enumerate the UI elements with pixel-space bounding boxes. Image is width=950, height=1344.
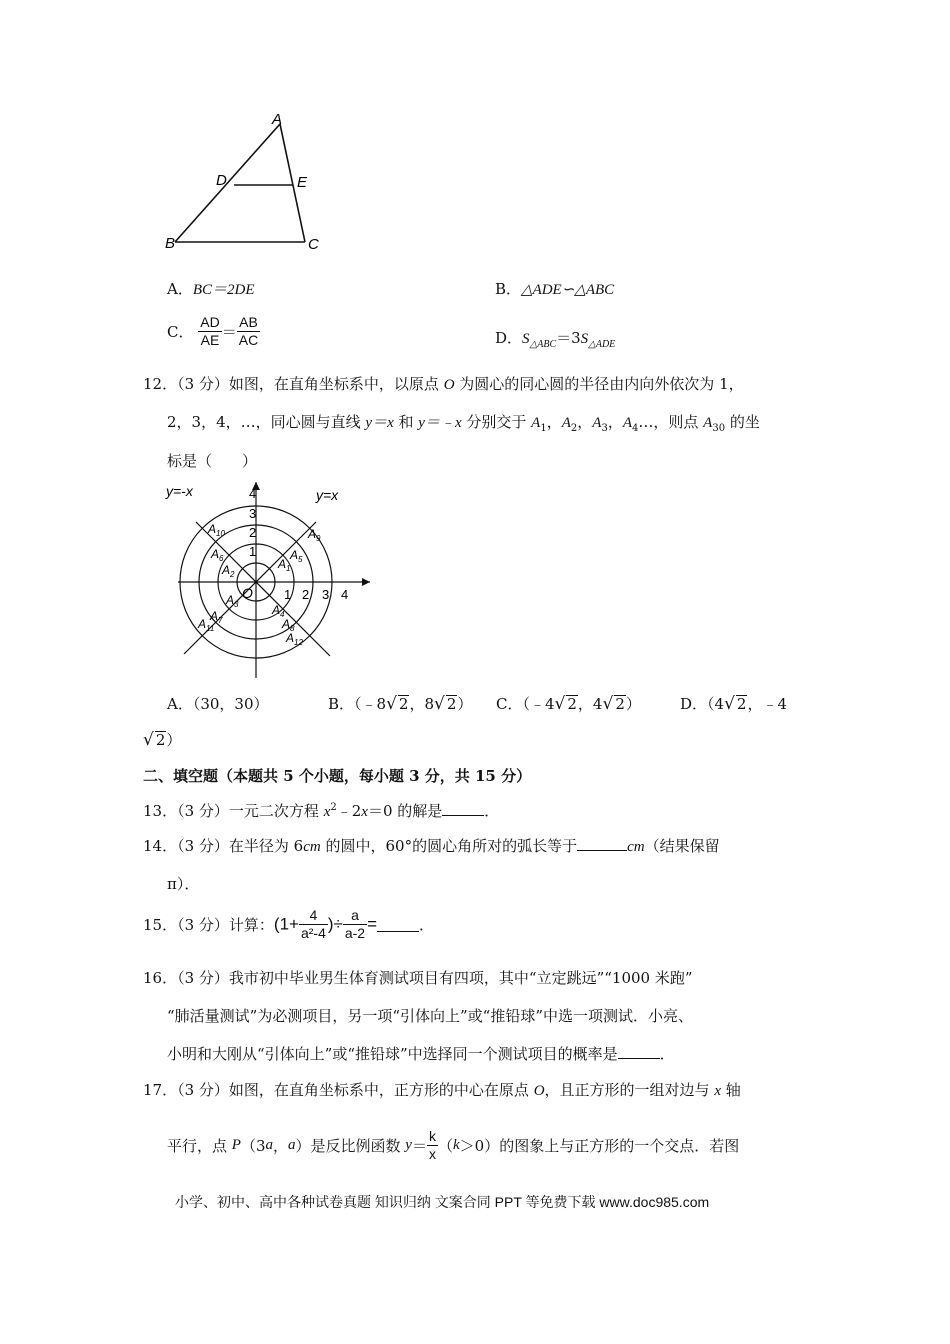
point-a11: $A_{11}$ — [198, 617, 215, 633]
tick-y-4: 4 — [249, 486, 257, 501]
q14-line1: 14．（3 分）在半径为 6cm 的圆中，60°的圆心角所对的弧长等于 cm（结果保留 — [143, 837, 720, 855]
q14-line2: π）． — [167, 875, 200, 893]
q16-line1: 16．（3 分）我市初中毕业男生体育测试项目有四项，其中“立定跳远”“1000 米跑” — [143, 969, 693, 987]
point-a6: $A_6$ — [211, 547, 224, 563]
fraction-k-over-x: $\frac{k}{x}$ — [428, 1128, 436, 1162]
q11-option-b: B．△ADE∽△ABC — [495, 280, 615, 298]
tick-x-3: 3 — [322, 587, 330, 602]
q12-line2: 2，3，4，…，同心圆与直线 y＝x 和 y＝﹣x 分别交于 $A_1$，$A_2$，$A_3$，$A_4\dots$，则点 $A_{30}$ 的坐 — [167, 413, 760, 434]
vertex-b-label: B — [165, 235, 176, 252]
tick-x-1: 1 — [284, 587, 292, 602]
q11-option-d: D．$S_{\triangle ABC}=3S_{\triangle ADE}$ — [495, 329, 616, 350]
q12-option-d-wrap: √ 2） — [143, 730, 182, 750]
tick-y-2: 2 — [249, 525, 257, 540]
q15: 15．（3 分）计算：(1+ $\frac{4}{\text{a²-4}}$ )÷ $\frac{a}{a-2}$ = ． — [143, 907, 435, 941]
q12-option-d: D．（4√ 2，﹣4 — [680, 694, 788, 714]
q12-line1: 12．（3 分）如图，在直角坐标系中，以原点 O 为圆心的同心圆的半径由内向外依次为 1， — [143, 375, 744, 393]
concentric-circles-figure — [160, 478, 380, 678]
q17-line1: 17．（3 分）如图，在直角坐标系中，正方形的中心在原点 O，且正方形的一组对边与 x 轴 — [143, 1081, 741, 1099]
vertex-a-label: A — [272, 111, 283, 128]
label-y-x: y=x — [316, 487, 339, 503]
point-a10: $A_{10}$ — [208, 522, 225, 538]
fraction-a-over-a-2: $\frac{a}{a-2}$ — [344, 907, 366, 941]
q16-line3: 小明和大刚从“引体向上”或“推铅球”中选择同一个测试项目的概率是 ． — [167, 1045, 675, 1063]
point-a3: $A_3$ — [226, 593, 239, 609]
answer-blank — [377, 917, 419, 932]
point-a12: $A_{12}$ — [286, 631, 303, 647]
q11-option-a: A．BC＝2DE — [167, 280, 255, 298]
fraction-4-over-a2-4: $\frac{4}{\text{a²-4}}$ — [300, 907, 326, 941]
vertex-e-label: E — [297, 174, 308, 191]
q12-option-a: A．（30，30） — [167, 695, 269, 713]
point-a4: $A_4$ — [272, 603, 285, 619]
point-a1: $A_1$ — [278, 557, 291, 573]
vertex-d-label: D — [216, 172, 227, 189]
q17-line2: 平行，点 P（3a，a）是反比例函数 y＝ $\frac{k}{x}$ （k＞0）的图象上与正方形的一个交点．若图 — [167, 1128, 740, 1162]
tick-y-1: 1 — [249, 544, 257, 559]
vertex-c-label: C — [308, 236, 319, 253]
q12-option-c: C．（﹣4√ 2，4√ 2） — [496, 694, 641, 714]
section-heading: 二、填空题（本题共 5 个小题，每小题 3 分，共 15 分） — [143, 767, 532, 785]
fraction-ad-ae: $\frac{AD}{AE}$ — [200, 314, 220, 348]
answer-blank — [442, 801, 484, 816]
q12-option-b: B．（﹣8√ 2，8√ 2） — [328, 694, 473, 714]
q12-line3: 标是（ ） — [167, 452, 258, 470]
page-footer: 小学、初中、高中各种试卷真题 知识归纳 文案合同 PPT 等免费下载 www.doc985.com — [175, 1194, 710, 1210]
label-y-neg-x: y=-x — [166, 483, 193, 499]
q16-line2: “肺活量测试”为必测项目，另一项“引体向上”或“推铅球”中选一项测试．小亮、 — [167, 1007, 694, 1025]
q11-option-c: C． $\frac{AD}{AE}$ ＝ $\frac{AB}{AC}$ — [167, 314, 259, 348]
triangle-figure — [160, 108, 340, 256]
point-a8: $A_8$ — [282, 617, 295, 633]
q13: 13．（3 分）一元二次方程 $x^2﹣2x=0$ 的解是 ． — [143, 802, 500, 820]
answer-blank — [577, 836, 627, 851]
answer-blank — [618, 1044, 660, 1059]
point-a2: $A_2$ — [222, 563, 235, 579]
point-a5: $A_5$ — [290, 548, 303, 564]
origin-label: O — [242, 585, 253, 601]
point-a9: $A_9$ — [308, 527, 321, 543]
tick-x-2: 2 — [302, 587, 310, 602]
point-a7: $A_7$ — [210, 609, 223, 625]
fraction-ab-ac: $\frac{AB}{AC}$ — [238, 314, 259, 348]
tick-y-3: 3 — [249, 506, 257, 521]
tick-x-4: 4 — [341, 587, 349, 602]
